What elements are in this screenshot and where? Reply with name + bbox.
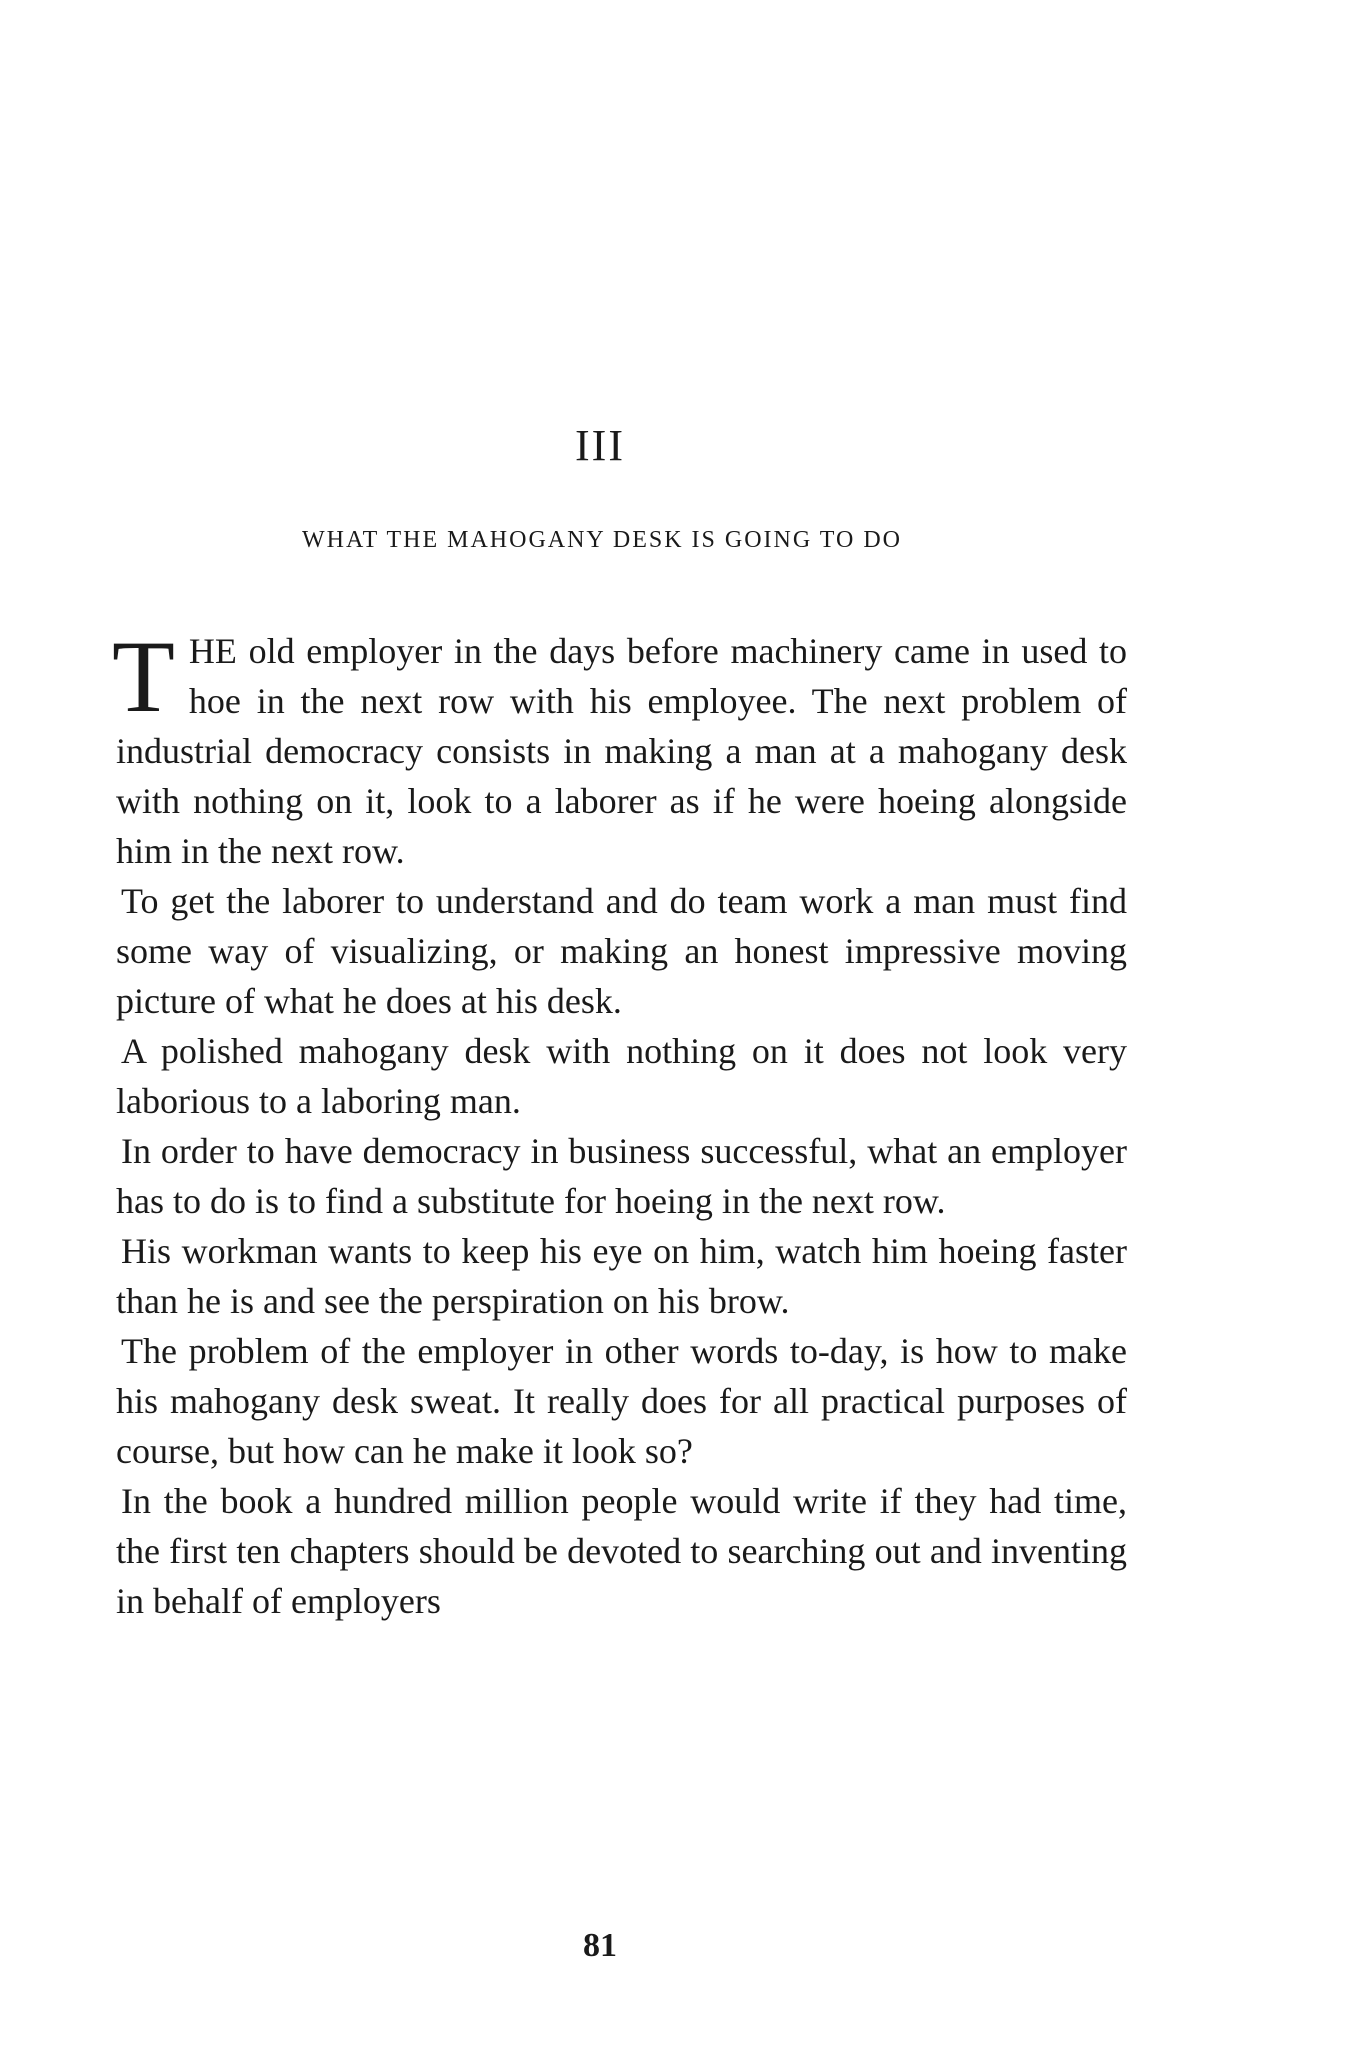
paragraph-5: His workman wants to keep his eye on him, watch him hoeing faster than he is and see the perspiration on his brow. [116, 1231, 1127, 1321]
body-text [112, 620, 1127, 1626]
drop-cap: T [112, 620, 175, 734]
paragraph-1-text: HE old employer in the days before machinery came in used to hoe in the next row with his employee. The next problem of industrial democracy consists in making a man at a mahogany desk with nothing on it, look to a laborer as if he were hoeing alongside him in the next row. [116, 631, 1127, 871]
paragraph-6: The problem of the employer in other words to-day, is how to make his mahogany desk sweat. It really does for all practical purposes of course, but how can he make it look so? [116, 1331, 1127, 1471]
paragraph-7: In the book a hundred million people would write if they had time, the first ten chapters should be devoted to searching out and inventing in behalf of employers [116, 1481, 1127, 1621]
paragraph-2: To get the laborer to understand and do team work a man must find some way of visualizing, or making an honest impressive moving picture of what he does at his desk. [116, 881, 1127, 1021]
chapter-title: WHAT THE MAHOGANY DESK IS GOING TO DO [302, 527, 902, 553]
chapter-number: III [575, 421, 625, 470]
paragraph-4: In order to have democracy in business successful, what an employer has to do is to find a substitute for hoeing in the next row. [116, 1131, 1127, 1221]
paragraph-1 [112, 620, 1127, 876]
page-number: 81 [583, 1927, 617, 1964]
paragraph-3: A polished mahogany desk with nothing on it does not look very laborious to a laboring man. [116, 1031, 1127, 1121]
